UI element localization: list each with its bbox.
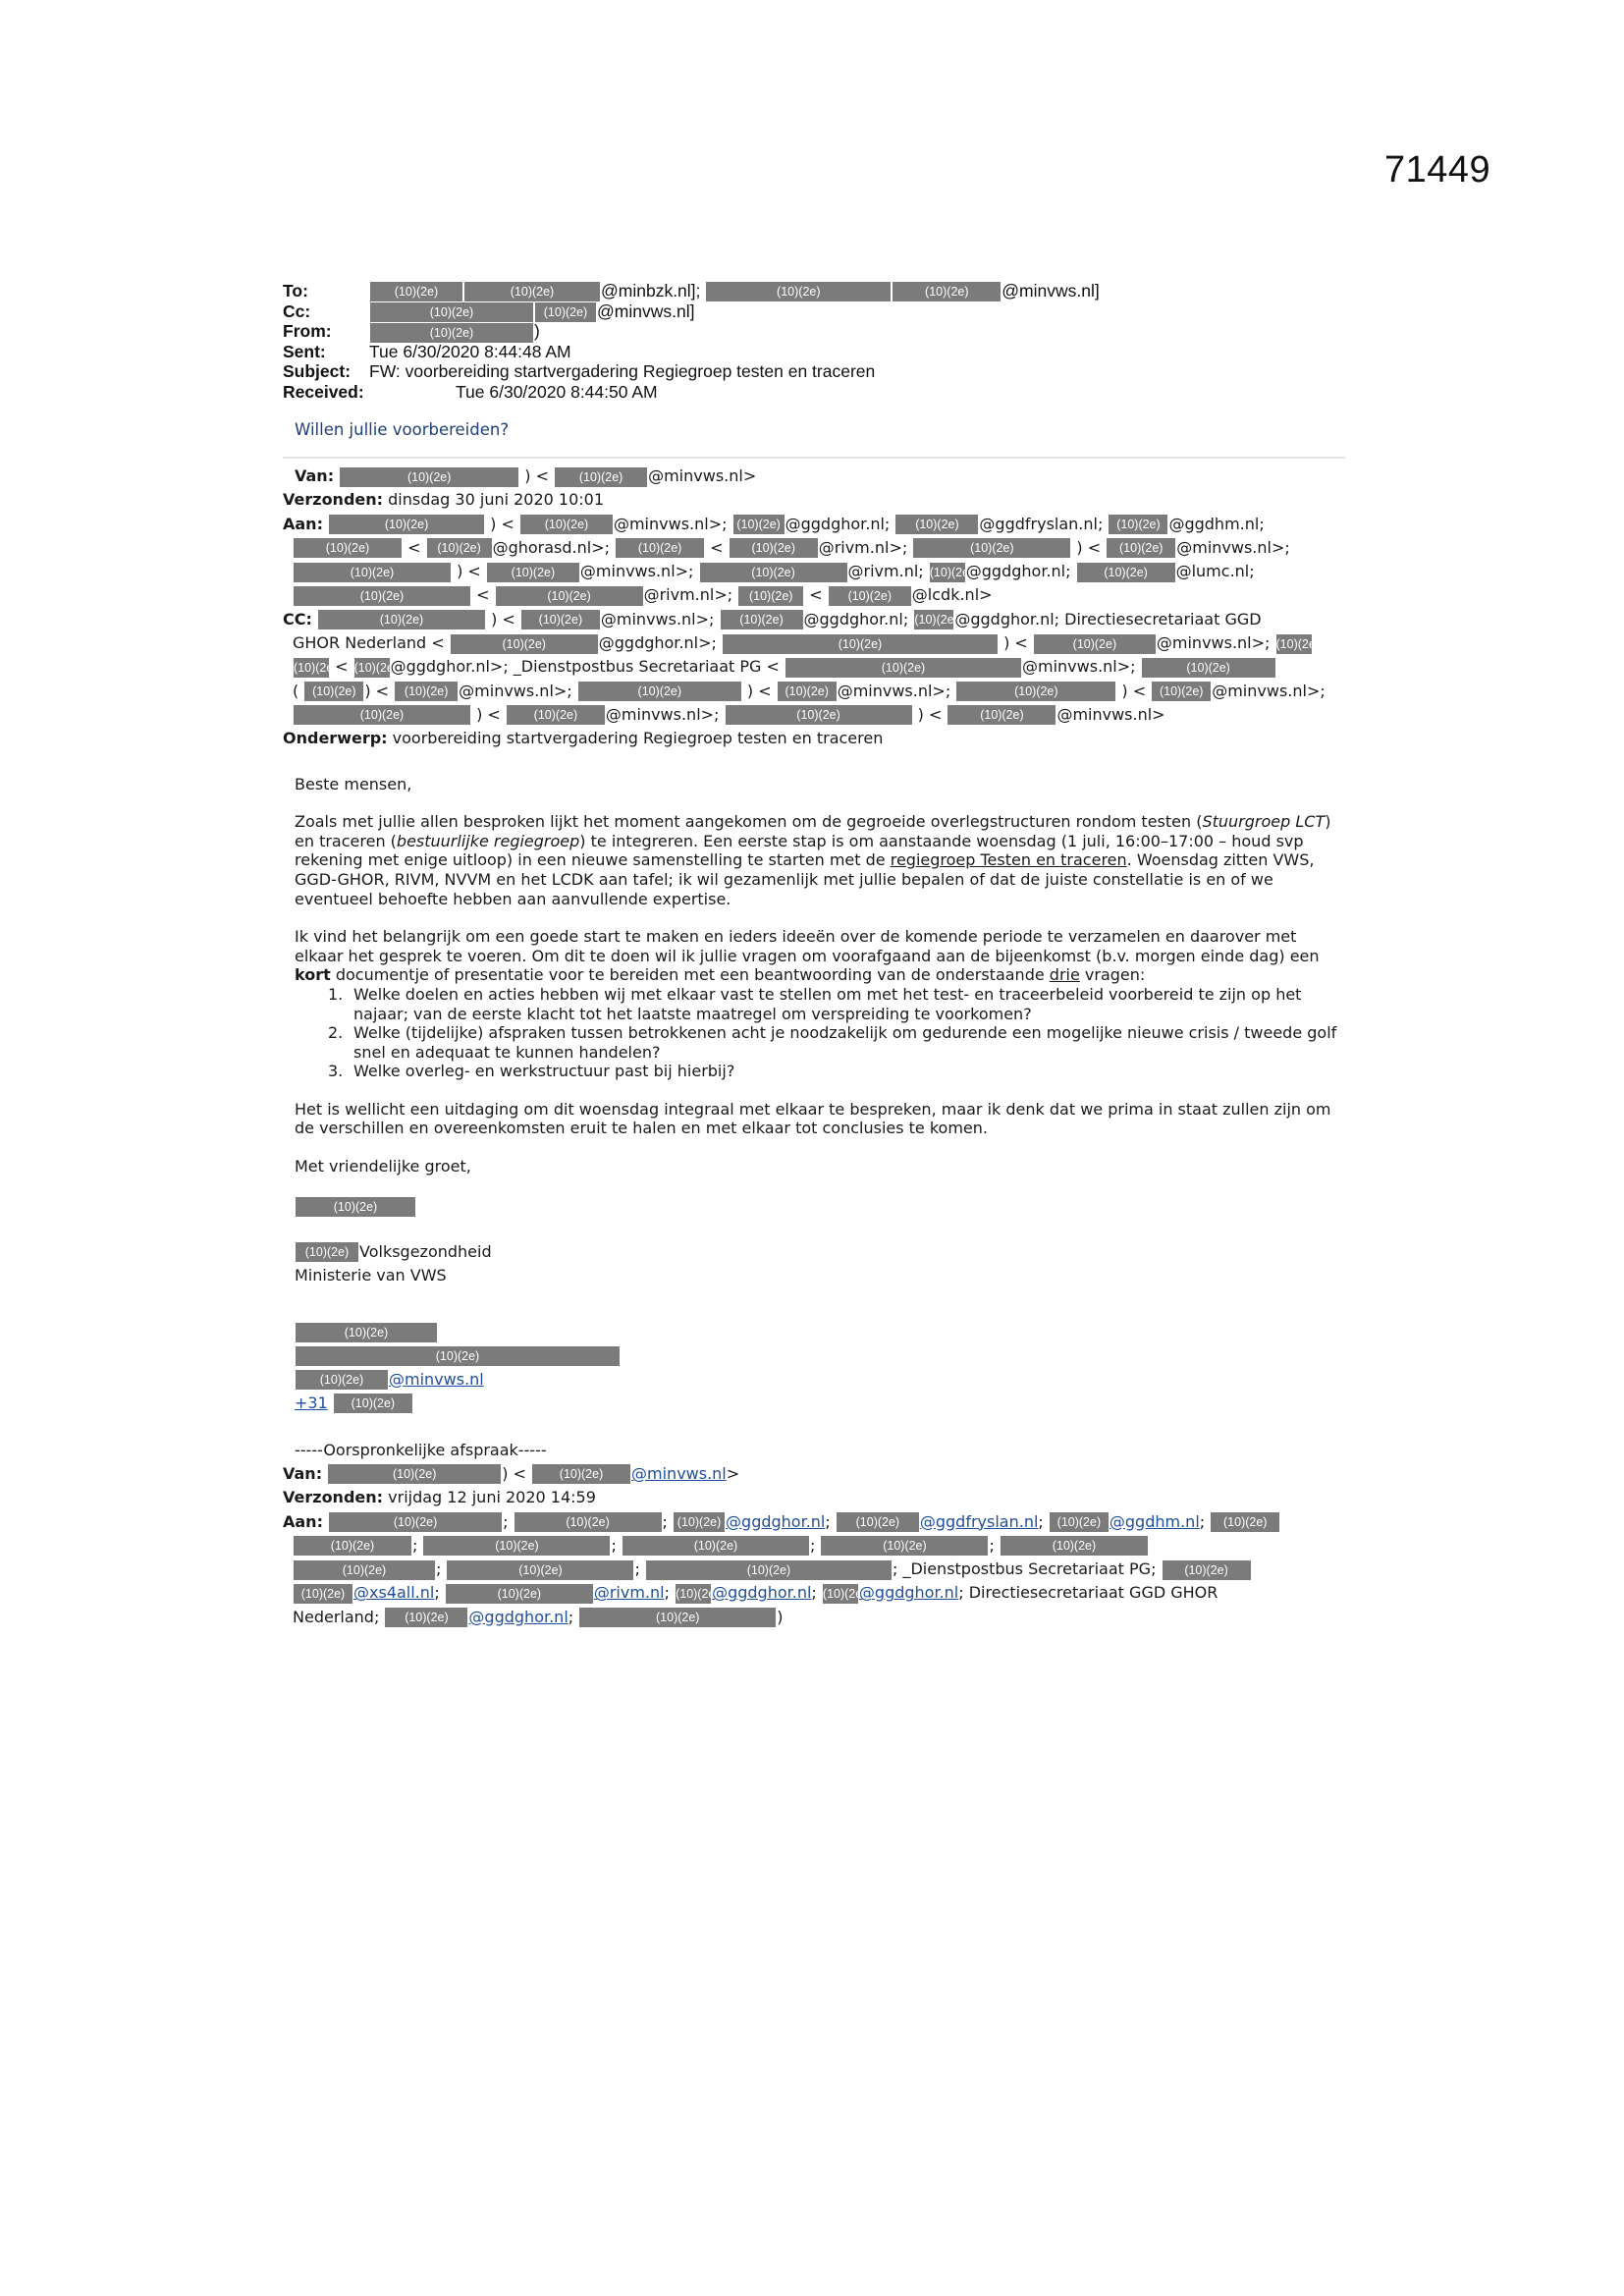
redaction-block: (10)(2e) — [721, 610, 803, 629]
redaction-block: (10)(2e) — [1050, 1512, 1109, 1532]
redaction-block: (10)(2e) — [294, 538, 402, 558]
van-line: Van: (10)(2e) ) < (10)(2e) @minvws.nl> — [283, 1463, 740, 1483]
redaction-block: (10)(2e) — [354, 658, 390, 678]
subject-value: FW: voorbereiding startvergadering Regiegroep testen en traceren — [369, 361, 876, 382]
redaction-block: (10)(2e) — [895, 515, 978, 534]
redaction-block: (10)(2e) — [532, 1464, 630, 1484]
redaction-block: (10)(2e) — [706, 282, 891, 301]
aan-line: (10)(2e) ) < (10)(2e) @minvws.nl>; (10)(2e) @rivm.nl; (10)(2e)@ggdghor.nl; (10)(2e) @lumc.nl; — [283, 560, 1345, 583]
redaction-block: (10)(2e) — [340, 467, 518, 487]
to-label: To: — [283, 281, 308, 301]
message-body — [283, 775, 1345, 1176]
redaction-block: (10)(2e) — [646, 1560, 892, 1580]
redaction-block: (10)(2e) — [1142, 658, 1275, 678]
phone-link[interactable]: +31 — [295, 1393, 328, 1412]
list-item: 2. Welke (tijdelijke) afspraken tussen betrokkenen acht je noodzakelijk om gedurende een mogelijke nieuwe crisis / tweede golf snel en adequaat te kunnen handelen? — [328, 1023, 1337, 1062]
verzonden-line: Verzonden: vrijdag 12 juni 2020 14:59 — [283, 1488, 596, 1507]
redaction-block: (10)(2e) — [1001, 1536, 1148, 1556]
aan-line: (10)(2e) < (10)(2e) @rivm.nl>; (10)(2e) < (10)(2e) @lcdk.nl> — [283, 583, 1345, 607]
redaction-block: (10)(2e) — [823, 1584, 858, 1604]
aan-line: Aan: (10)(2e) ) < (10)(2e) @minvws.nl>; (10)(2e) @ggdghor.nl; (10)(2e) @ggdfryslan.nl; (10)(2e) @ggdhm.nl; — [283, 514, 1265, 533]
redaction-block: (10)(2e) — [296, 1197, 415, 1217]
divider — [283, 457, 1345, 459]
redaction-block: (10)(2e) — [487, 563, 579, 582]
intro-line: Willen jullie voorbereiden? — [295, 420, 510, 439]
redaction-block: (10)(2e) — [521, 610, 600, 629]
redaction-block: (10)(2e) — [555, 467, 647, 487]
email-link[interactable]: @minvws.nl — [389, 1369, 484, 1389]
cc-line: (10)(2e) < (10)(2e)@ggdghor.nl>; _Dienstpostbus Secretariaat PG < (10)(2e) @minvws.nl>; (10)(2e) — [283, 655, 1345, 679]
redaction-block: (10)(2e) — [1077, 563, 1175, 582]
redaction-block: (10)(2e) — [1109, 515, 1167, 534]
cc-line: CC: (10)(2e) ) < (10)(2e) @minvws.nl>; (10)(2e) @ggdghor.nl; (10)(2e)@ggdghor.nl; Directiesecretariaat GGD — [283, 609, 1262, 629]
cc-label: Cc: — [283, 301, 311, 321]
cc-line: (10)(2e) ) < (10)(2e) @minvws.nl>; (10)(2e) ) < (10)(2e) @minvws.nl> — [283, 703, 1345, 727]
redaction-block: (10)(2e) — [294, 563, 451, 582]
redaction-block: (10)(2e) — [829, 586, 911, 606]
paragraph-2: Ik vind het belangrijk om een goede start te maken en ieders ideeën over de komende periode te verzamelen en daarover met elkaar het gesprek te voeren. Om dit te doen wil ik jullie vragen om voorafgaand aan de bijeenkomst (b.v. morgen einde dag) een kort documentje of presentatie voor te bereiden met een beantwoording van de onderstaande drie vragen: — [295, 927, 1320, 985]
list-item: 3. Welke overleg- en werkstructuur past bij hierbij? — [328, 1062, 735, 1081]
redaction-block: (10)(2e) — [446, 1584, 593, 1604]
redaction-block: (10)(2e) — [296, 1346, 620, 1366]
redaction-block: (10)(2e) — [1152, 682, 1211, 701]
closing: Met vriendelijke groet, — [295, 1157, 471, 1176]
list-item: 1. Welke doelen en acties hebben wij met elkaar vast te stellen om met het test- en traceerbeleid voorbereid te zijn op het najaar; van de eerste klacht tot het laatste maatregel om verspreiding te voorkomen? — [328, 984, 1302, 1023]
aan-line: (10)(2e) < (10)(2e) @ghorasd.nl>; (10)(2e) < (10)(2e) @rivm.nl>; (10)(2e) ) < (10)(2e) @minvws.nl>; — [283, 536, 1345, 560]
redaction-block: (10)(2e) — [893, 282, 1001, 301]
redaction-block: (10)(2e) — [334, 1394, 412, 1413]
paragraph-1: Zoals met jullie allen besproken lijkt het moment aangekomen om de gegroeide overlegstructuren rondom testen (Stuurgroep LCT) en traceren (bestuurlijke regiegroep) te integreren. Een eerste stap is om aanstaande woensdag (1 juli, 16:00–17:00 – houd svp rekening met enige uitloop) in een nieuwe samenstelling te starten met de regiegroep Testen en traceren. Woensdag zitten VWS, GGD-GHOR, RIVM, NVVM en het LCDK aan tafel; ik wil gezamenlijk met jullie bepalen of dat de juiste constellatie is en of we eventueel behoefte hebben aan aanvullende expertise. — [295, 812, 1331, 908]
redaction-block: (10)(2e) — [947, 705, 1056, 725]
redaction-block: (10)(2e) — [520, 515, 613, 534]
redaction-block: (10)(2e) — [370, 302, 533, 322]
aan-line: (10)(2e) ; (10)(2e) ; (10)(2e) ; (10)(2e) ; (10)(2e) — [283, 1534, 1345, 1558]
redaction-block: (10)(2e) — [304, 682, 363, 701]
van-line: Van: (10)(2e) ) < (10)(2e) @minvws.nl> — [295, 466, 757, 485]
paragraph-3: Het is wellicht een uitdaging om dit woensdag integraal met elkaar te bespreken, maar ik denk dat we prima in staat zullen zijn om de verschillen en overeenkomsten eruit te halen en met elkaar tot conclusies te komen. — [295, 1099, 1331, 1138]
redaction-block: (10)(2e) — [579, 1608, 776, 1627]
redaction-block: (10)(2e) — [294, 1584, 352, 1604]
redaction-block: (10)(2e) — [294, 1560, 435, 1580]
to-address-domain: @minbzk.nl]; — [601, 281, 701, 301]
redaction-block: (10)(2e) — [578, 682, 741, 701]
original-label: -----Oorspronkelijke afspraak----- — [295, 1440, 547, 1459]
redaction-block: (10)(2e) — [514, 1512, 662, 1532]
redaction-block: (10)(2e) — [623, 1536, 809, 1556]
redaction-block: (10)(2e) — [294, 658, 329, 678]
redaction-block: (10)(2e) — [914, 610, 953, 629]
redaction-block: (10)(2e) — [395, 682, 458, 701]
redaction-block: (10)(2e) — [913, 538, 1070, 558]
subject-label: Subject: — [283, 361, 352, 382]
redaction-block: (10)(2e) — [328, 1464, 501, 1484]
redaction-block: (10)(2e) — [821, 1536, 988, 1556]
redaction-block: (10)(2e) — [451, 634, 598, 654]
redaction-block: (10)(2e) — [616, 538, 704, 558]
redaction-block: (10)(2e) — [726, 705, 912, 725]
redaction-block: (10)(2e) — [385, 1608, 467, 1627]
redaction-block: (10)(2e) — [778, 682, 837, 701]
sent-label: Sent: — [283, 341, 326, 361]
redaction-block: (10)(2e) — [423, 1536, 610, 1556]
greeting: Beste mensen, — [295, 774, 412, 793]
from-label: From: — [283, 321, 332, 342]
redaction-block: (10)(2e) — [535, 302, 596, 322]
redaction-block: (10)(2e) — [294, 705, 470, 725]
aan-line: Nederland; (10)(2e) @ggdghor.nl; (10)(2e) ) — [293, 1607, 784, 1626]
question-list — [295, 985, 1345, 1081]
sent-value: Tue 6/30/2020 8:44:48 AM — [369, 341, 571, 361]
redaction-block: (10)(2e) — [296, 1323, 437, 1342]
original-appointment — [283, 1439, 1345, 1629]
onderwerp-line: Onderwerp: voorbereiding startvergadering Regiegroep testen en traceren — [283, 729, 884, 748]
redaction-block: (10)(2e) — [296, 1370, 388, 1390]
redaction-block: (10)(2e) — [676, 1584, 711, 1604]
forwarded-email — [283, 420, 1345, 1629]
signature — [283, 1195, 1345, 1415]
ministry: Ministerie van VWS — [295, 1265, 447, 1285]
redaction-block: (10)(2e) — [329, 1512, 502, 1532]
aan-line: (10)(2e) @xs4all.nl; (10)(2e) @rivm.nl; (10)(2e)@ggdghor.nl; (10)(2e)@ggdghor.nl; Directiesecretariaat GGD GHOR — [283, 1581, 1345, 1605]
redaction-block: (10)(2e) — [930, 563, 965, 582]
cc-line: GHOR Nederland < (10)(2e) @ggdghor.nl>; (10)(2e) ) < (10)(2e) @minvws.nl>; (10)(2e) — [293, 633, 1320, 653]
redaction-block: (10)(2e) — [837, 1512, 919, 1532]
aan-line: Aan: (10)(2e) ; (10)(2e) ; (10)(2e) @ggdghor.nl; (10)(2e) @ggdfryslan.nl; (10)(2e) @ggdhm.nl; (10)(2e) — [283, 1510, 1345, 1534]
redaction-block: (10)(2e) — [730, 538, 818, 558]
redaction-block: (10)(2e) — [1276, 634, 1312, 654]
redaction-block: (10)(2e) — [738, 586, 803, 606]
redaction-block: (10)(2e) — [1163, 1560, 1251, 1580]
redaction-block: (10)(2e) — [1107, 538, 1175, 558]
redaction-block: (10)(2e) — [427, 538, 492, 558]
redaction-block: (10)(2e) — [496, 586, 643, 606]
redaction-block: (10)(2e) — [329, 515, 484, 534]
redaction-block: (10)(2e) — [447, 1560, 633, 1580]
redaction-block: (10)(2e) — [464, 282, 600, 301]
redaction-block: (10)(2e) — [674, 1512, 725, 1532]
redaction-block: (10)(2e) — [723, 634, 998, 654]
aan-line: (10)(2e) ; (10)(2e) ; (10)(2e) ; _Dienstpostbus Secretariaat PG; (10)(2e) — [283, 1558, 1345, 1581]
redaction-block: (10)(2e) — [1034, 634, 1156, 654]
received-value: Tue 6/30/2020 8:44:50 AM — [456, 381, 658, 402]
redaction-block: (10)(2e) — [507, 705, 605, 725]
redaction-block: (10)(2e) — [785, 658, 1021, 678]
cc-line: ( (10)(2e) ) < (10)(2e) @minvws.nl>; (10)(2e) ) < (10)(2e) @minvws.nl>; (10)(2e) ) < (10)(2e) @minvws.nl>; — [293, 681, 1326, 700]
received-label: Received: — [283, 381, 364, 402]
to-address-domain: @minvws.nl] — [1001, 281, 1100, 301]
redaction-block: (10)(2e) — [733, 515, 785, 534]
redaction-block: (10)(2e) — [1211, 1512, 1279, 1532]
redaction-block: (10)(2e) — [370, 323, 533, 343]
redaction-block: (10)(2e) — [700, 563, 847, 582]
forward-header — [283, 465, 1345, 488]
department: Volksgezondheid — [359, 1241, 492, 1261]
redaction-block: (10)(2e) — [294, 586, 470, 606]
redaction-block: (10)(2e) — [294, 1536, 411, 1556]
redaction-block: (10)(2e) — [296, 1242, 358, 1262]
redaction-block: (10)(2e) — [318, 610, 485, 629]
redaction-block: (10)(2e) — [370, 282, 462, 301]
verzonden-line: Verzonden: dinsdag 30 juni 2020 10:01 — [283, 490, 605, 510]
cc-address-domain: @minvws.nl] — [597, 301, 695, 321]
redaction-block: (10)(2e) — [956, 682, 1115, 701]
document-number: 71449 — [1384, 149, 1491, 191]
